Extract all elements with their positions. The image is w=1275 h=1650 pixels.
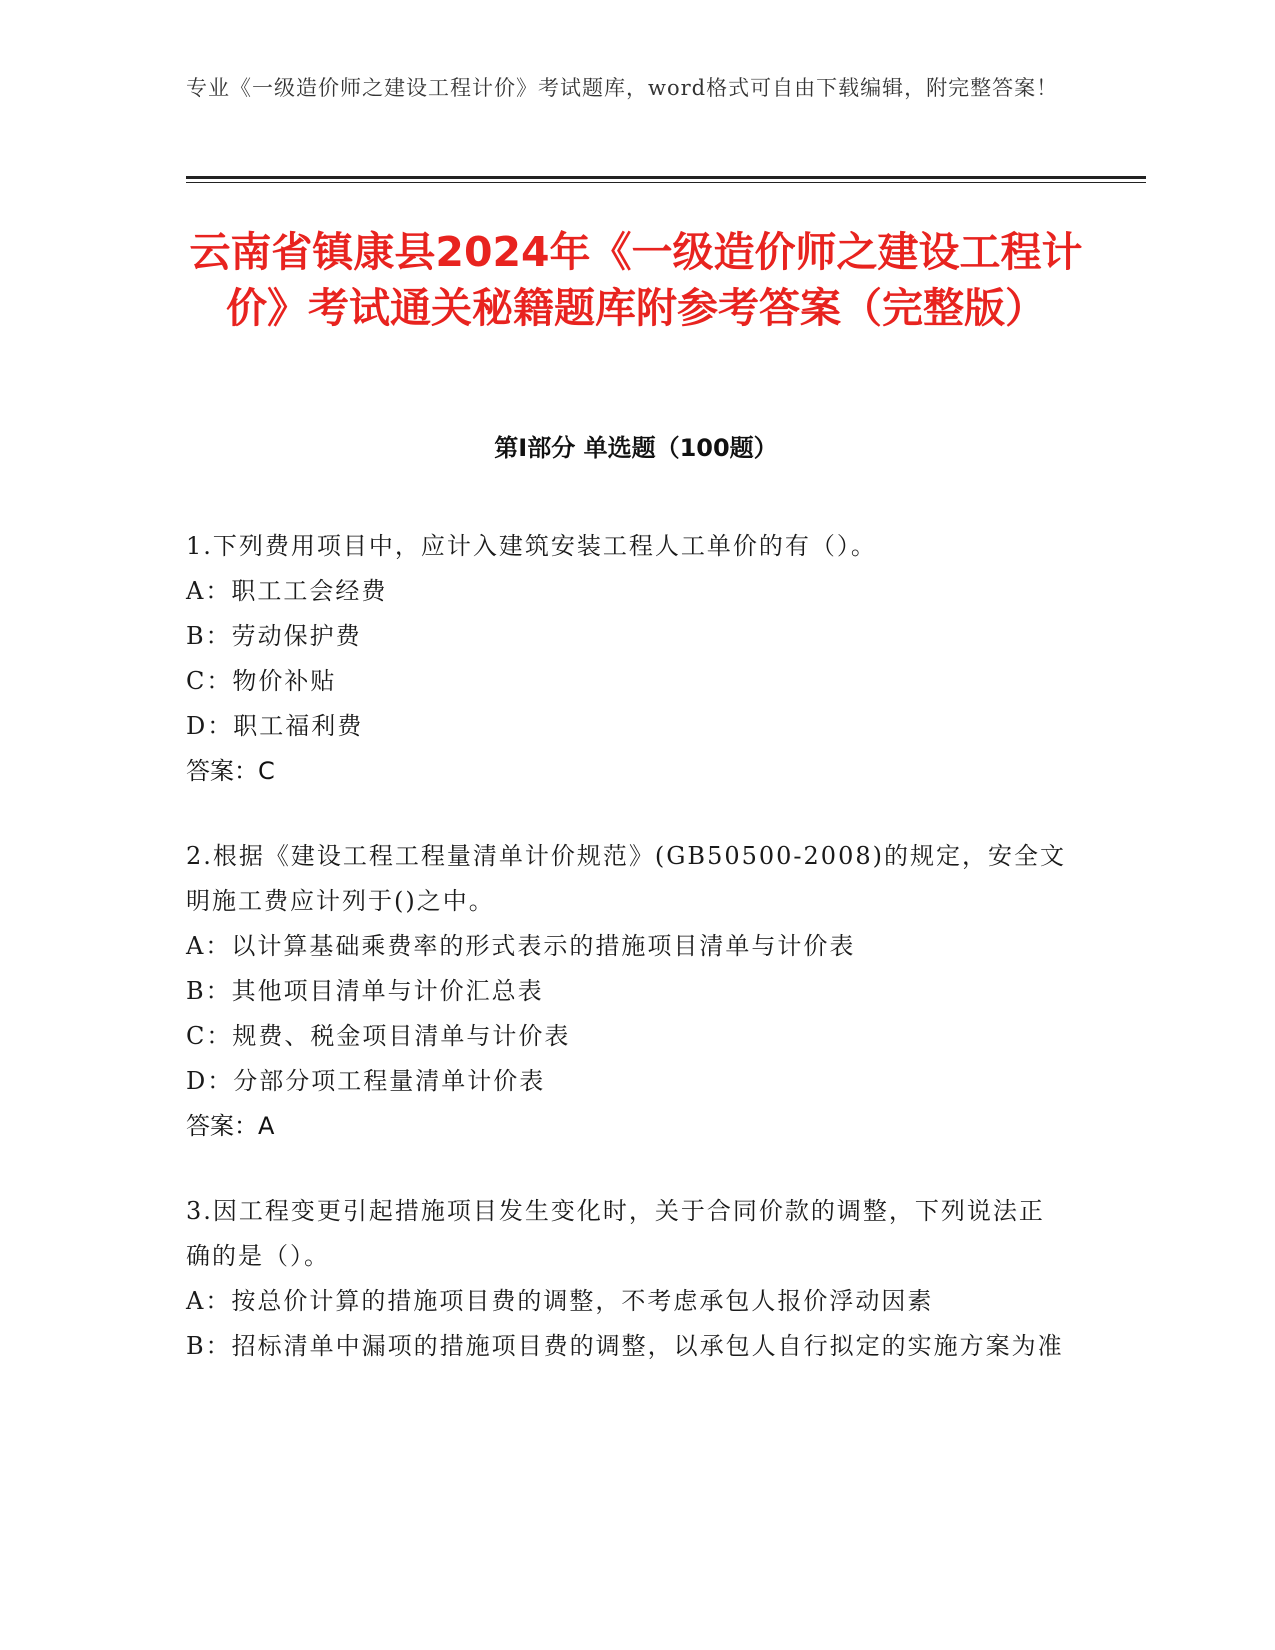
question-list — [186, 524, 1066, 1409]
section-title: 第Ⅰ部分 单选题（100题） — [494, 434, 778, 462]
option-b: B：劳动保护费 — [186, 622, 362, 650]
option-c: C：物价补贴 — [186, 667, 337, 695]
question-stem: 1.下列费用项目中，应计入建筑安装工程人工单价的有（）。 — [186, 532, 877, 560]
document-title: 云南省镇康县2024年《一级造价师之建设工程计价》考试通关秘籍题库附参考答案（完整版） — [189, 228, 1083, 332]
option-a: A：以计算基础乘费率的形式表示的措施项目清单与计价表 — [186, 932, 856, 960]
question-2 — [186, 834, 1066, 1149]
option-d: D：分部分项工程量清单计价表 — [186, 1067, 546, 1095]
question-stem: 2.根据《建设工程工程量清单计价规范》(GB50500-2008)的规定，安全文明施工费应计列于()之中。 — [186, 842, 1066, 915]
answer-label: 答案：C — [186, 757, 275, 785]
question-1 — [186, 524, 1066, 794]
option-a: A：职工工会经费 — [186, 577, 388, 605]
answer-label: 答案：A — [186, 1112, 275, 1140]
option-d: D：职工福利费 — [186, 712, 364, 740]
header-divider-thin — [186, 182, 1146, 183]
option-c: C：规费、税金项目清单与计价表 — [186, 1022, 571, 1050]
header-note: 专业《一级造价师之建设工程计价》考试题库，word格式可自由下载编辑，附完整答案！ — [186, 76, 1059, 100]
question-stem: 3.因工程变更引起措施项目发生变化时，关于合同价款的调整，下列说法正确的是（）。 — [186, 1197, 1045, 1270]
header-divider-thick — [186, 176, 1146, 179]
option-a: A：按总价计算的措施项目费的调整，不考虑承包人报价浮动因素 — [186, 1287, 934, 1315]
option-b: B：其他项目清单与计价汇总表 — [186, 977, 544, 1005]
question-3 — [186, 1189, 1066, 1369]
option-b: B：招标清单中漏项的措施项目费的调整，以承包人自行拟定的实施方案为准 — [186, 1332, 1064, 1360]
